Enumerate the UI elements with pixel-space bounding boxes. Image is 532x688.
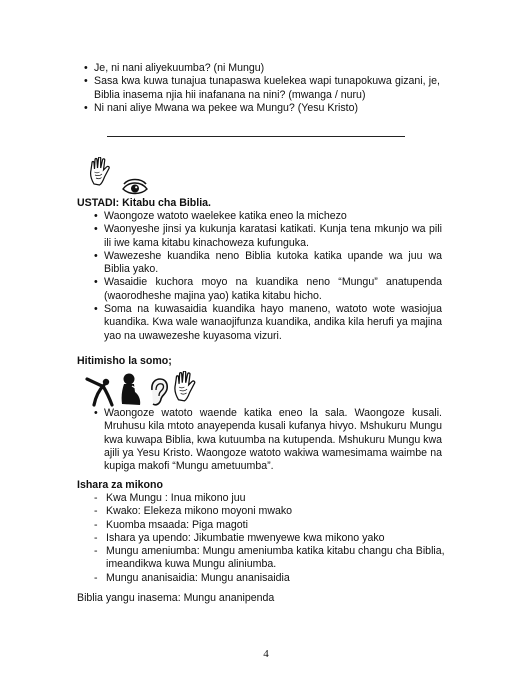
hand-icon [172,371,200,403]
list-item: • Waongoze watoto waende katika eneo la sala. Waongoze kusali. Mruhusu kila mtoto anayependa kusali kufanya hivyo. Mshukuru Mungu kwa kuwapa Biblia, kwa kutuumba na kutupenda. Mshukuru Mungu kwa ajili ya Yesu Kristo. Waongoze watoto wakiwa wamesimama waimbe na kupiga makofi “Mungu ametuumba”. [94,407,442,473]
ishara-list [94,492,454,585]
questions-list [84,62,440,115]
list-item: - Ishara ya upendo: Jikumbatie mwenyewe kwa mikono yako [94,532,454,545]
kneeling-child-icon [116,372,144,408]
stretching-person-icon [82,373,116,407]
page-number: 4 [263,648,269,660]
list-item: - Kwa Mungu : Inua mikono juu [94,492,454,505]
list-item: • Waongoze watoto waelekee katika eneo la michezo [94,210,442,223]
ear-icon [147,377,169,407]
hitimisho-heading: Hitimisho la somo; [77,355,172,367]
list-item: • Sasa kwa kuwa tunajua tunapaswa kuelekea wapi tunapokuwa gizani, je, Biblia inasema njia hii inafanana na nini? (mwanga / nuru) [84,75,440,102]
list-item: - Kwako: Elekeza mikono moyoni mwako [94,505,454,518]
ustadi-heading: USTADI: Kitabu cha Biblia. [77,197,211,209]
list-item: - Mungu ameniumba: Mungu ameniumba katika kitabu changu cha Biblia, imeandikwa kuwa Mungu aliniumba. [94,545,454,572]
hitimisho-list [94,407,442,473]
ustadi-list [94,210,442,343]
list-item: • Ni nani aliye Mwana wa pekee wa Mungu? (Yesu Kristo) [84,102,440,115]
hand-icon [88,157,114,187]
list-item: - Kuomba msaada: Piga magoti [94,519,454,532]
list-item: • Je, ni nani aliyekuumba? (ni Mungu) [84,62,440,75]
divider-line [107,136,405,137]
list-item: - Mungu ananisaidia: Mungu ananisaidia [94,572,454,585]
list-item: • Wasaidie kuchora moyo na kuandika neno “Mungu” anatupenda (waorodheshe majina yao) katika kitabu hicho. [94,276,442,303]
closing-line: Biblia yangu inasema: Mungu ananipenda [77,592,275,604]
list-item: • Soma na kuwasaidia kuandika hayo maneno, watoto wote wasiojua kuandika. Kwa wale wanaojifunza kuandika, andika kila herufi ya majina yao na uwawezeshe kuyasoma vizuri. [94,303,442,343]
eye-icon [121,178,149,196]
list-item: • Waonyeshe jinsi ya kukunja karatasi katikati. Kunja tena mkunjo wa pili ili iwe kama kitabu kinachoweza kufunguka. [94,223,442,250]
ishara-heading: Ishara za mikono [77,479,163,491]
list-item: • Wawezeshe kuandika neno Biblia kutoka katika upande wa juu wa Biblia yako. [94,250,442,277]
